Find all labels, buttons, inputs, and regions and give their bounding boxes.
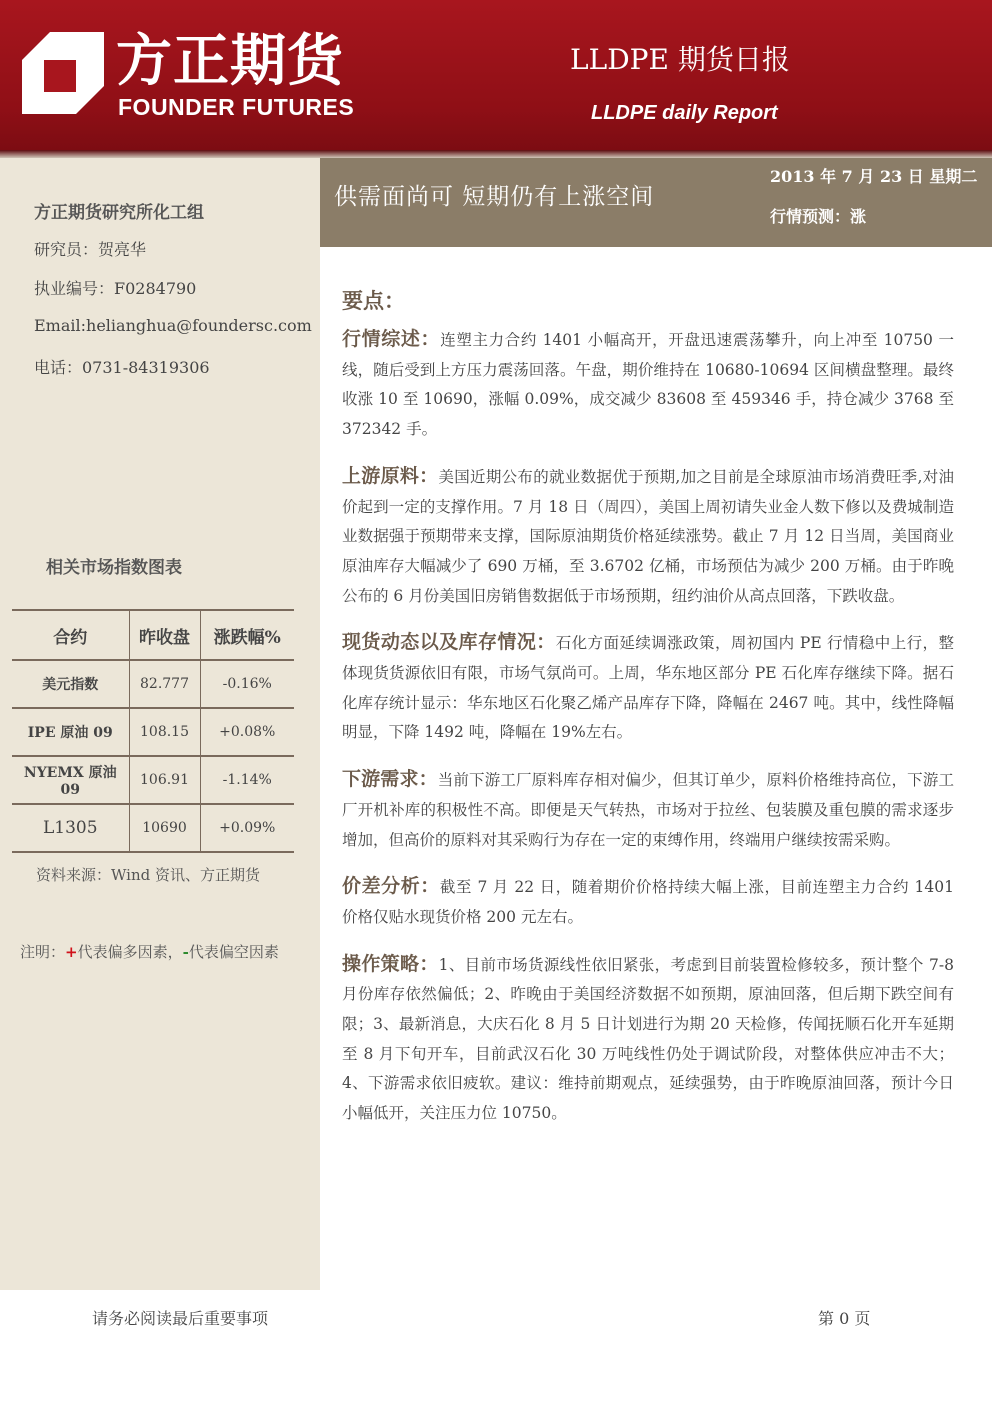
table-cell: -0.16% — [200, 660, 294, 708]
section-label: 上游原料： — [342, 464, 439, 487]
table-row — [12, 804, 294, 852]
table-cell: L1305 — [12, 804, 129, 852]
section-label: 价差分析： — [342, 875, 440, 898]
minus-symbol: - — [182, 943, 189, 961]
report-title: LLDPE 期货日报 — [570, 43, 790, 76]
research-group: 方正期货研究所化工组 — [34, 203, 204, 223]
section-strategy — [342, 950, 954, 1129]
section-spread — [342, 872, 954, 932]
email-address: Email:helianghua@foundersc.com — [34, 316, 312, 335]
report-subtitle: LLDPE daily Report — [591, 102, 778, 124]
section-text: 连塑主力合约 1401 小幅高开，开盘迅速震荡攀升，向上冲至 10750 一线，随后受到上方压力震荡回落。午盘，期价维持在 10680-10694 区间横盘整理。最终收涨 10 至 10690，涨幅 0.09%，成交减少 83608 至 459346 手，持仓减少 3768 至 372342 手。 — [342, 331, 954, 439]
section-text: 当前下游工厂原料库存相对偏少，但其订单少，原料价格维持高位，下游工厂开机补库的积极性不高。即便是天气转热，市场对于拉丝、包装膜及重包膜的需求逐步增加，但高价的原料对其采购行为存在一定的束缚作用，终端用户继续按需采购。 — [342, 771, 954, 849]
table-cell: 108.15 — [129, 708, 200, 756]
key-points-heading: 要点： — [342, 288, 405, 313]
table-cell: -1.14% — [200, 756, 294, 804]
index-table-title: 相关市场指数图表 — [46, 558, 182, 578]
headline-band — [320, 158, 992, 247]
section-label: 下游需求： — [342, 768, 438, 791]
section-text: 石化方面延续调涨政策，周初国内 PE 行情稳中上行，整体现货货源依旧有限，市场气氛尚可。上周，华东地区部分 PE 石化库存继续下降。据石化库存统计显示：华东地区石化聚乙烯产品库存下降，降幅在 2467 吨。其中，线性降幅明显，下降 1492 吨，降幅在 19%左右。 — [342, 634, 954, 742]
section-label: 现货动态以及库存情况： — [342, 631, 556, 654]
section-market-review — [342, 325, 954, 445]
section-upstream — [342, 462, 954, 612]
founder-logo-icon — [22, 32, 104, 114]
table-row — [12, 660, 294, 708]
logo-english: FOUNDER FUTURES — [118, 94, 355, 120]
phone-number: 电话：0731-84319306 — [34, 358, 210, 377]
table-header-row — [12, 610, 294, 660]
market-index-table — [12, 609, 294, 853]
license-number: 执业编号：F0284790 — [34, 279, 197, 298]
header-contract: 合约 — [12, 610, 129, 660]
main-content — [342, 285, 954, 1146]
report-date: 2013 年 7 月 23 日 星期二 — [770, 167, 978, 186]
table-cell: 10690 — [129, 804, 200, 852]
section-text: 美国近期公布的就业数据优于预期,加之目前是全球原油市场消费旺季,对油价起到一定的支撑作用。7 月 18 日（周四），美国上周初请失业金人数下修以及费城制造业数据强于预期带来支撑，国际原油期货价格延续涨势。截止 7 月 12 日当周，美国商业原油库存大幅减少了 690 万桶，至 3.6702 亿桶，市场预估为减少 200 万桶。由于昨晚公布的 6 月份美国旧房销售数据低于市场预期，纽约油价从高点回落，下跌收盘。 — [342, 467, 954, 605]
disclaimer-note: 请务必阅读最后重要事项 — [92, 1309, 269, 1328]
table-cell: 美元指数 — [12, 660, 129, 708]
table-cell: IPE 原油 09 — [12, 708, 129, 756]
section-spot-inventory — [342, 628, 954, 748]
section-text: 1、目前市场货源线性依旧紧张，考虑到目前装置检修较多，预计整个 7-8 月份库存依然偏低；2、昨晚由于美国经济数据不如预期，原油回落，但后期下跌空间有限；3、最新消息，大庆石化 8 月 5 日计划进行为期 20 天检修，传闻抚顺石化开车延期至 8 月下旬开车，目前武汉石化 30 万吨线性仍处于调试阶段，对整体供应冲击不大；4、下游需求依旧疲软。建议：维持前期观点，延续强势，由于昨晚原油回落，预计今日小幅低开，关注压力位 10750。 — [342, 955, 954, 1123]
researcher-name: 研究员：贺亮华 — [34, 240, 147, 259]
note-mid: 代表偏多因素， — [77, 943, 183, 961]
note-end: 代表偏空因素 — [188, 943, 279, 961]
legend-note — [20, 941, 279, 962]
data-source: 资料来源：Wind 资讯、方正期货 — [36, 866, 260, 884]
header-change: 涨跌幅% — [200, 610, 294, 660]
report-header — [0, 0, 992, 155]
logo-chinese: 方正期货 — [116, 29, 344, 94]
header-divider — [0, 150, 992, 158]
section-label: 操作策略： — [342, 952, 439, 975]
section-label: 行情综述： — [342, 328, 441, 350]
section-text: 截至 7 月 22 日，随着期价价格持续大幅上涨，目前连塑主力合约 1401 价格仅贴水现货价格 200 元左右。 — [342, 878, 954, 926]
market-forecast: 行情预测：涨 — [770, 207, 867, 226]
plus-symbol: + — [65, 943, 78, 961]
table-row — [12, 756, 294, 804]
table-row — [12, 708, 294, 756]
table-cell: 82.777 — [129, 660, 200, 708]
note-prefix: 注明： — [20, 943, 66, 961]
section-downstream — [342, 765, 954, 855]
page-number: 第 0 页 — [818, 1309, 871, 1328]
header-prev-close: 昨收盘 — [129, 610, 200, 660]
table-cell: 106.91 — [129, 756, 200, 804]
table-cell: NYEMX 原油 09 — [12, 756, 129, 804]
table-cell: +0.08% — [200, 708, 294, 756]
report-headline: 供需面尚可 短期仍有上涨空间 — [334, 184, 655, 210]
table-cell: +0.09% — [200, 804, 294, 852]
